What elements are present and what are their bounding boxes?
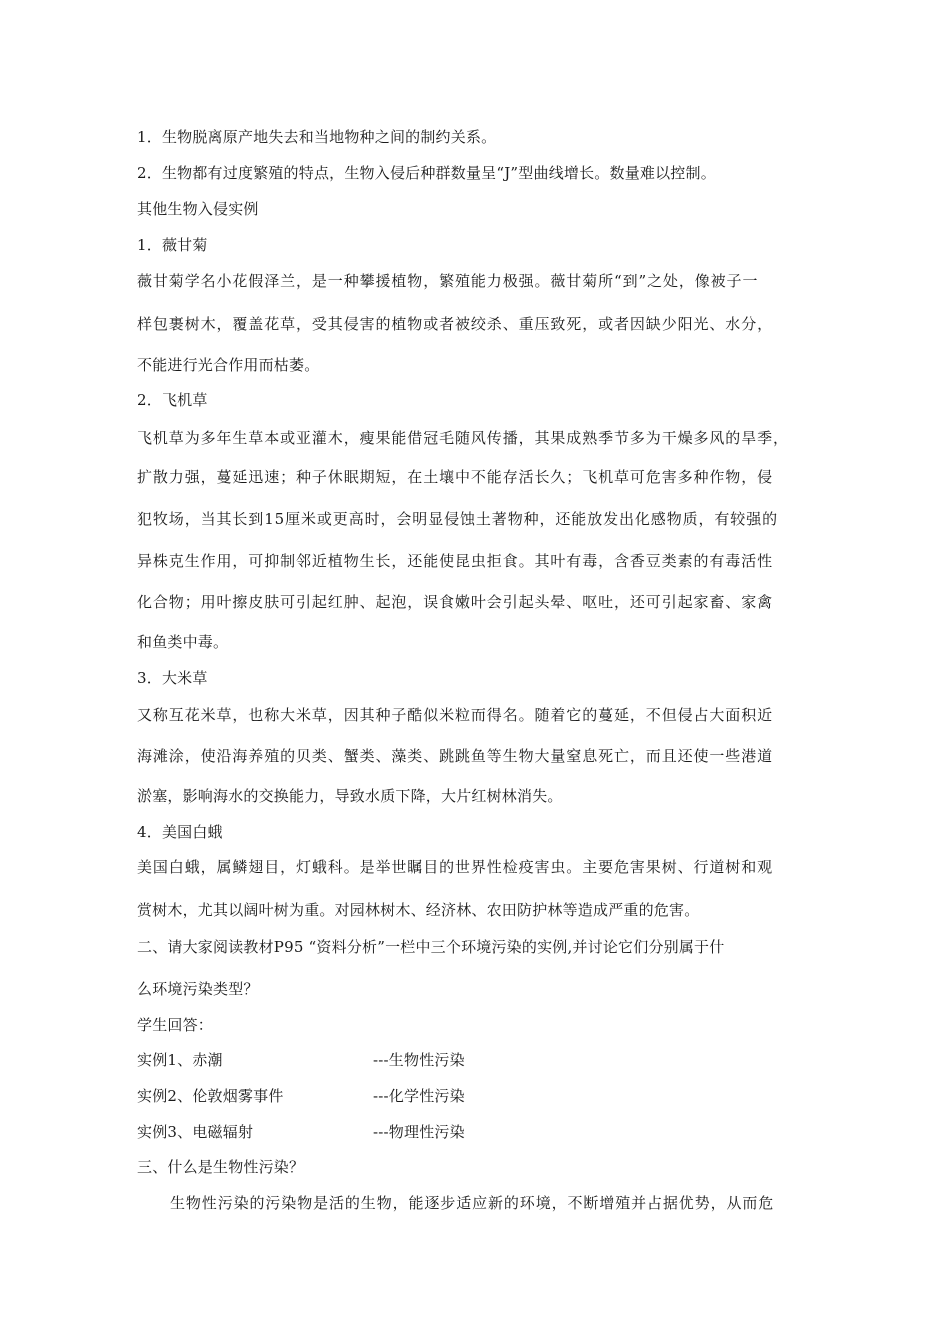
section-3-heading: 三、什么是生物性污染？ bbox=[137, 1158, 305, 1176]
paragraph-line: 和鱼类中毒。 bbox=[137, 633, 229, 651]
example-type: ---化学性污染 bbox=[373, 1087, 465, 1105]
paragraph-line: 扩散力强，蔓延迅速；种子休眠期短，在土壤中不能存活长久；飞机草可危害多种作物，侵 bbox=[137, 468, 774, 486]
example-name: 实例1、赤潮 bbox=[137, 1051, 223, 1069]
paragraph-line: 样包裹树木，覆盖花草，受其侵害的植物或者被绞杀、重压致死，或者因缺少阳光、水分， bbox=[137, 315, 774, 333]
example-row bbox=[137, 1086, 465, 1106]
example-type: ---生物性污染 bbox=[373, 1051, 465, 1069]
section-2-question: 二、请大家阅读教材P95 “资料分析”一栏中三个环境污染的实例,并讨论它们分别属于什 bbox=[137, 938, 725, 956]
item-heading-2: 2．飞机草 bbox=[137, 391, 208, 409]
example-row bbox=[137, 1050, 465, 1070]
student-answer-label: 学生回答： bbox=[137, 1016, 214, 1034]
section-3-paragraph: 生物性污染的污染物是活的生物，能逐步适应新的环境，不断增殖并占据优势，从而危 bbox=[170, 1194, 775, 1212]
section-heading: 其他生物入侵实例 bbox=[137, 200, 259, 218]
example-name: 实例2、伦敦烟雾事件 bbox=[137, 1087, 284, 1105]
paragraph-line: 化合物；用叶擦皮肤可引起红肿、起泡，误食嫩叶会引起头晕、呕吐，还可引起家畜、家禽 bbox=[137, 593, 774, 611]
item-heading-4: 4．美国白蛾 bbox=[137, 823, 223, 841]
paragraph-line: 淤塞，影响海水的交换能力，导致水质下降，大片红树林消失。 bbox=[137, 787, 563, 805]
paragraph-line: 海滩涂，使沿海养殖的贝类、蟹类、藻类、跳跳鱼等生物大量窒息死亡，而且还使一些港道 bbox=[137, 747, 774, 765]
item-heading-1: 1．薇甘菊 bbox=[137, 236, 208, 254]
paragraph-line: 犯牧场，当其长到15厘米或更高时，会明显侵蚀土著物种，还能放发出化感物质，有较强的 bbox=[137, 510, 778, 528]
paragraph-line: 不能进行光合作用而枯萎。 bbox=[137, 356, 320, 374]
example-type: ---物理性污染 bbox=[373, 1123, 465, 1141]
paragraph-line: 赏树木，尤其以阔叶树为重。对园林树木、经济林、农田防护林等造成严重的危害。 bbox=[137, 901, 700, 919]
paragraph-line: 薇甘菊学名小花假泽兰，是一种攀援植物，繁殖能力极强。薇甘菊所“到”之处，像被子一 bbox=[137, 272, 759, 290]
paragraph-line: 美国白蛾，属鳞翅目，灯蛾科。是举世瞩目的世界性检疫害虫。主要危害果树、行道树和观 bbox=[137, 858, 774, 876]
example-row bbox=[137, 1122, 465, 1142]
reason-1: 1．生物脱离原产地失去和当地物种之间的制约关系。 bbox=[137, 128, 497, 146]
paragraph-line: 异株克生作用，可抑制邻近植物生长，还能使昆虫拒食。其叶有毒，含香豆类素的有毒活性 bbox=[137, 552, 774, 570]
paragraph-line: 飞机草为多年生草本或亚灌木，瘦果能借冠毛随风传播，其果成熟季节多为干燥多风的旱季， bbox=[137, 429, 789, 447]
section-2-question-cont: 么环境污染类型？ bbox=[137, 980, 259, 998]
item-heading-3: 3．大米草 bbox=[137, 669, 208, 687]
paragraph-line: 又称互花米草，也称大米草，因其种子酷似米粒而得名。随着它的蔓延，不但侵占大面积近 bbox=[137, 706, 774, 724]
reason-2: 2．生物都有过度繁殖的特点，生物入侵后种群数量呈“J”型曲线增长。数量难以控制。 bbox=[137, 164, 716, 182]
example-name: 实例3、电磁辐射 bbox=[137, 1123, 254, 1141]
